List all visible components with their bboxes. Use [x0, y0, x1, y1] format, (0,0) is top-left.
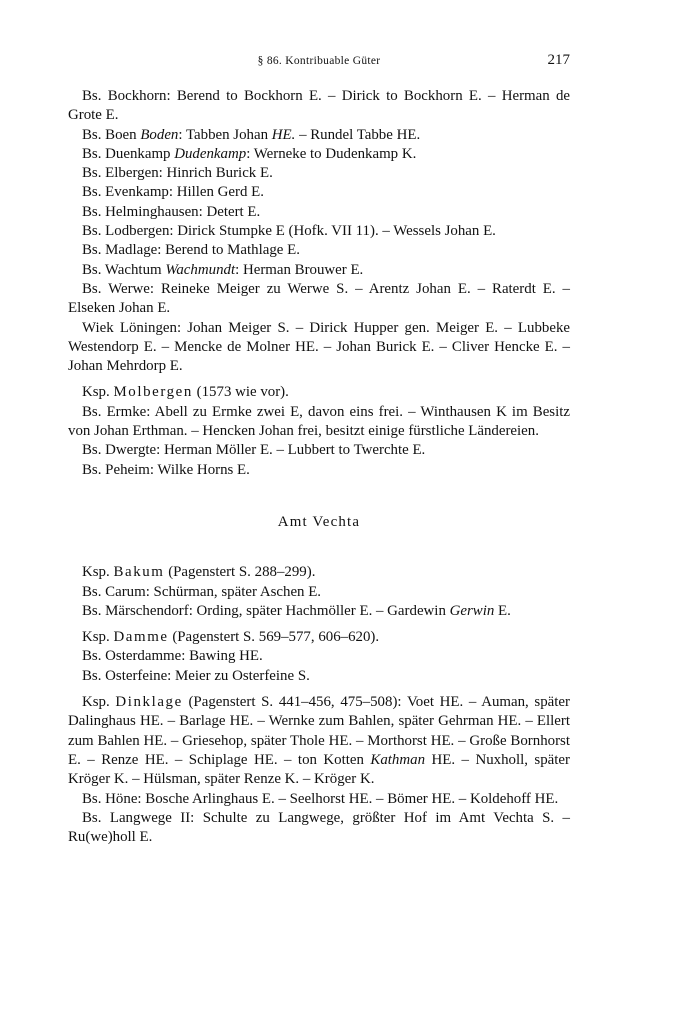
- entry-duenkamp: Bs. Duenkamp Dudenkamp: Werneke to Dudenkamp K.: [82, 145, 417, 162]
- entry-evenkamp: Bs. Evenkamp: Hillen Gerd E.: [82, 184, 264, 201]
- entry-peheim: Bs. Peheim: Wilke Horns E.: [82, 461, 250, 478]
- entry-osterdamme: Bs. Osterdamme: Bawing HE.: [82, 648, 263, 665]
- running-title: § 86. Kontribuable Güter: [257, 55, 381, 67]
- entry-carum: Bs. Carum: Schürman, später Aschen E.: [82, 583, 322, 600]
- entry-ksp-damme: Ksp. Damme (Pagenstert S. 569–577, 606–620).: [82, 629, 380, 646]
- entry-lodbergen: Bs. Lodbergen: Dirick Stumpke E (Hofk. VII 11). – Wessels Johan E.: [82, 223, 496, 240]
- entry-maerschendorf: Bs. Märschendorf: Ording, später Hachmöller E. – Gardewin Gerwin E.: [82, 602, 511, 619]
- section-heading: Amt Vechta: [277, 513, 361, 530]
- entry-bockhorn: Bs. Bockhorn: Berend to Bockhorn E. – Dirick to Bockhorn E. – Herman de Grote E.: [68, 88, 570, 124]
- page-header: [68, 52, 570, 72]
- entry-ksp-molbergen: Ksp. Molbergen (1573 wie vor).: [82, 384, 289, 401]
- entry-wachtum: Bs. Wachtum Wachmundt: Herman Brouwer E.: [82, 261, 364, 278]
- entry-werwe: Bs. Werwe: Reineke Meiger zu Werwe S. – Arentz Johan E. – Raterdt E. – Elseken Johan E.: [68, 280, 570, 317]
- entry-dwergte: Bs. Dwergte: Herman Möller E. – Lubbert to Twerchte E.: [82, 442, 426, 459]
- entry-ksp-bakum: Ksp. Bakum (Pagenstert S. 288–299).: [82, 564, 316, 581]
- entry-wiek-loeningen: Wiek Löningen: Johan Meiger S. – Dirick Hupper gen. Meiger E. – Lubbeke Westendorp E. – Mencke de Molner HE. – Johan Burick E. – Cliver Hencke E. – Johan Mehrdorp E.: [68, 319, 570, 375]
- page-number: 217: [547, 52, 570, 68]
- entry-ermke: Bs. Ermke: Abell zu Ermke zwei E, davon eins frei. – Winthausen K im Besitz von Johan Erthman. – Hencken Johan frei, besitzt einige fürstliche Ländereien.: [68, 403, 570, 440]
- entry-madlage: Bs. Madlage: Berend to Mathlage E.: [82, 242, 300, 259]
- page-body: [68, 87, 570, 847]
- entry-osterfeine: Bs. Osterfeine: Meier zu Osterfeine S.: [82, 667, 310, 684]
- entry-boen: Bs. Boen Boden: Tabben Johan HE. – Rundel Tabbe HE.: [82, 126, 421, 143]
- entry-helminghausen: Bs. Helminghausen: Detert E.: [82, 203, 261, 220]
- entry-hoene: Bs. Höne: Bosche Arlinghaus E. – Seelhorst HE. – Bömer HE. – Koldehoff HE.: [82, 790, 559, 807]
- entry-elbergen: Bs. Elbergen: Hinrich Burick E.: [82, 165, 273, 182]
- entry-langwege: Bs. Langwege II: Schulte zu Langwege, größter Hof im Amt Vechta S. – Ru(we)holl E.: [68, 809, 570, 846]
- entry-ksp-dinklage: Ksp. Dinklage (Pagenstert S. 441–456, 475–508): Voet HE. – Auman, später Dalinghaus HE. – Barlage HE. – Wernke zum Bahlen, später Gehrman HE. – Ellert zum Bahlen HE. – Griesehop, später Thole HE. – Morthorst HE. – Große Bornhorst E. – Renze HE. – Schiplage HE. – ton Kotten Kathman HE. – Nuxholl, später Kröger K. – Hülsman, später Renze K. – Kröger K.: [68, 694, 570, 788]
